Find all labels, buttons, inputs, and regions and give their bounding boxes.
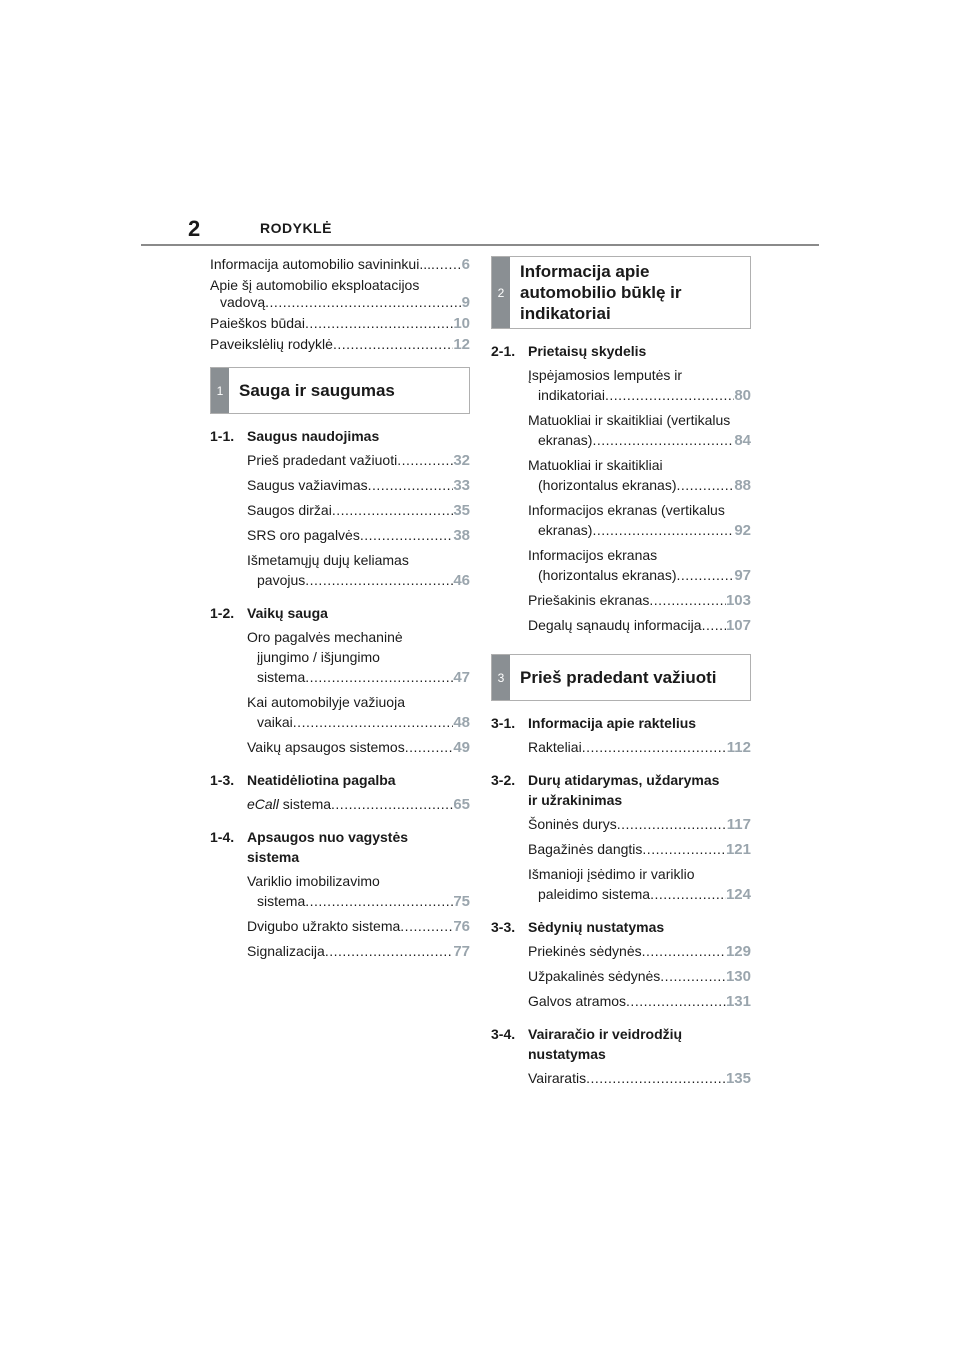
section-header-2[interactable] — [491, 256, 751, 329]
section-title: Prieš pradedant važiuoti — [520, 668, 717, 687]
toc-entry[interactable]: Dvigubo užrakto sistema ..... 76 — [247, 916, 470, 937]
toc-entry[interactable]: Saugos diržai ..... 35 — [247, 500, 470, 521]
chapter-heading: 1-2. Vaikų sauga — [210, 605, 328, 621]
section-number: 2 — [492, 257, 510, 328]
intro-entry[interactable]: Paveikslėlių rodyklė ..... 12 — [210, 336, 470, 353]
section-number: 3 — [492, 655, 510, 700]
section-title: Sauga ir saugumas — [239, 381, 395, 400]
right-column — [491, 256, 751, 1089]
toc-entry[interactable]: Užpakalinės sėdynės ..... 130 — [528, 966, 751, 987]
toc-entry[interactable]: Išmanioji įsėdimo ir variklio paleidimo sistema ..... 124 — [528, 864, 751, 905]
toc-entry[interactable]: SRS oro pagalvės ..... 38 — [247, 525, 470, 546]
chapter-heading: 3-4. Vairaračio ir veidrodžių nustatymas — [491, 1026, 683, 1062]
header-rule — [141, 244, 819, 246]
section-header-1[interactable] — [210, 367, 470, 414]
toc-entry[interactable]: Variklio imobilizavimo sistema ..... 75 — [247, 871, 470, 912]
toc-entry[interactable]: Degalų sąnaudų informacija ..... 107 — [528, 615, 751, 636]
toc-entry[interactable]: Priešakinis ekranas ..... 103 — [528, 590, 751, 611]
chapter-heading: 2-1. Prietaisų skydelis — [491, 343, 647, 359]
page-ref[interactable]: 9 — [461, 294, 470, 311]
toc-entry[interactable]: Vairaratis ..... 135 — [528, 1068, 751, 1089]
intro-entry[interactable]: Informacija automobilio savininkui... ..... 6 — [210, 256, 470, 273]
left-column — [210, 256, 470, 962]
toc-entry[interactable]: Bagažinės dangtis ..... 121 — [528, 839, 751, 860]
toc-entry[interactable]: Informacijos ekranas (vertikalus ekranas) ..... 92 — [528, 500, 751, 541]
toc-entry[interactable]: Oro pagalvės mechaninė įjungimo / išjungimo sistema ..... 47 — [247, 627, 470, 688]
chapter-heading: 1-1. Saugus naudojimas — [210, 428, 380, 444]
toc-entry[interactable]: Rakteliai ..... 112 — [528, 737, 751, 758]
toc-entry[interactable]: eCall sistema ..... 65 — [247, 794, 470, 815]
chapter-heading: 1-4. Apsaugos nuo vagystės sistema — [210, 829, 409, 865]
chapter-heading: 3-1. Informacija apie raktelius — [491, 715, 697, 731]
intro-entry[interactable]: Apie šį automobilio eksploatacijos vadovą ..... 9 — [210, 277, 470, 311]
toc-entry[interactable]: Galvos atramos ..... 131 — [528, 991, 751, 1012]
toc-entry[interactable]: Signalizacija ..... 77 — [247, 941, 470, 962]
toc-entry[interactable]: Įspėjamosios lemputės ir indikatoriai ..... 80 — [528, 365, 751, 406]
chapter-heading: 1-3. Neatidėliotina pagalba — [210, 772, 396, 788]
page-ref[interactable]: 12 — [453, 336, 470, 353]
chapter-heading: 3-2. Durų atidarymas, uždarymas ir užrakinimas — [491, 772, 720, 808]
toc-entry[interactable]: Išmetamųjų dujų keliamas pavojus ..... 46 — [247, 550, 470, 591]
toc-entry[interactable]: Matuokliai ir skaitikliai (horizontalus ekranas) ..... 88 — [528, 455, 751, 496]
toc-entry[interactable]: Kai automobilyje važiuoja vaikai ..... 48 — [247, 692, 470, 733]
toc-entry[interactable]: Saugus važiavimas ..... 33 — [247, 475, 470, 496]
toc-entry[interactable]: Vaikų apsaugos sistemos ..... 49 — [247, 737, 470, 758]
intro-entry[interactable]: Paieškos būdai ..... 10 — [210, 315, 470, 332]
page-ref[interactable]: 10 — [453, 315, 470, 332]
chapter-heading: 3-3. Sėdynių nustatymas — [491, 919, 665, 935]
toc-entry[interactable]: Šoninės durys ..... 117 — [528, 814, 751, 835]
toc-entry[interactable]: Priekinės sėdynės ..... 129 — [528, 941, 751, 962]
section-number: 1 — [211, 368, 229, 413]
section-header-3[interactable] — [491, 654, 751, 701]
header-title: RODYKLĖ — [260, 220, 332, 236]
section-title: Informacija apie automobilio būklę ir indikatoriai — [520, 262, 682, 323]
page-ref[interactable]: 6 — [461, 256, 470, 273]
page-number: 2 — [188, 216, 201, 241]
toc-entry[interactable]: Matuokliai ir skaitikliai (vertikalus ekranas) ..... 84 — [528, 410, 751, 451]
toc-entry[interactable]: Prieš pradedant važiuoti ..... 32 — [247, 450, 470, 471]
toc-entry[interactable]: Informacijos ekranas (horizontalus ekranas) ..... 97 — [528, 545, 751, 586]
